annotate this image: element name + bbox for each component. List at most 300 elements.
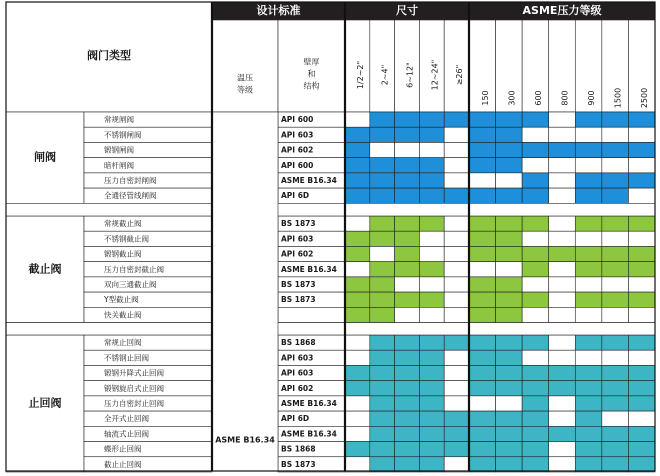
- empty-cell: [628, 188, 655, 203]
- filled-cell: [345, 231, 370, 246]
- filled-cell: [345, 246, 370, 261]
- group-label: 止回阀: [28, 396, 62, 410]
- filled-cell: [370, 411, 395, 426]
- filled-cell: [496, 188, 523, 203]
- empty-cell: [602, 127, 629, 142]
- filled-cell: [496, 307, 523, 322]
- filled-cell: [575, 442, 602, 457]
- filled-cell: [522, 173, 549, 188]
- filled-cell: [602, 216, 629, 231]
- filled-cell: [370, 396, 395, 411]
- empty-cell: [444, 292, 469, 307]
- empty-cell: [444, 262, 469, 277]
- filled-cell: [345, 173, 370, 188]
- empty-cell: [469, 262, 496, 277]
- empty-cell: [370, 246, 395, 261]
- filled-cell: [395, 411, 420, 426]
- valve-name: 锻钢闸阀: [104, 145, 134, 155]
- standard-value: BS 1873: [281, 459, 316, 469]
- filled-cell: [549, 381, 576, 396]
- valve-name: 截止止回阀: [104, 459, 142, 469]
- filled-cell: [575, 426, 602, 441]
- empty-cell: [628, 158, 655, 173]
- filled-cell: [602, 188, 629, 203]
- filled-cell: [345, 365, 370, 380]
- empty-cell: [628, 411, 655, 426]
- empty-cell: [549, 262, 576, 277]
- wall-structure-header-line3: 结构: [303, 81, 320, 91]
- filled-cell: [345, 307, 370, 322]
- empty-cell: [602, 277, 629, 292]
- pressure-col-header: 2500: [640, 87, 650, 109]
- valve-name: 压力自密封截止阀: [104, 264, 164, 274]
- filled-cell: [575, 365, 602, 380]
- filled-cell: [419, 442, 444, 457]
- filled-cell: [395, 246, 420, 261]
- empty-cell: [575, 277, 602, 292]
- filled-cell: [395, 381, 420, 396]
- filled-cell: [602, 365, 629, 380]
- empty-cell: [395, 307, 420, 322]
- empty-cell: [345, 350, 370, 365]
- empty-cell: [602, 350, 629, 365]
- filled-cell: [370, 457, 395, 472]
- standard-value: BS 1873: [281, 279, 316, 289]
- empty-cell: [444, 142, 469, 157]
- filled-cell: [469, 426, 496, 441]
- standard-value: BS 1868: [281, 444, 316, 454]
- filled-cell: [496, 457, 523, 472]
- filled-cell: [395, 262, 420, 277]
- empty-cell: [575, 350, 602, 365]
- empty-cell: [522, 277, 549, 292]
- valve-name: 快关截止阀: [104, 310, 142, 320]
- filled-cell: [522, 426, 549, 441]
- filled-cell: [469, 142, 496, 157]
- filled-cell: [345, 127, 370, 142]
- filled-cell: [522, 411, 549, 426]
- filled-cell: [370, 335, 395, 350]
- filled-cell: [522, 188, 549, 203]
- filled-cell: [575, 173, 602, 188]
- pressure-col-header: 800: [560, 90, 570, 106]
- filled-cell: [419, 426, 444, 441]
- standard-value: API 602: [281, 145, 314, 155]
- filled-cell: [419, 457, 444, 472]
- filled-cell: [575, 292, 602, 307]
- filled-cell: [628, 262, 655, 277]
- empty-cell: [444, 307, 469, 322]
- valve-name: 锻钢旋启式止回阀: [104, 383, 164, 393]
- filled-cell: [575, 142, 602, 157]
- filled-cell: [395, 158, 420, 173]
- filled-cell: [602, 246, 629, 261]
- filled-cell: [419, 158, 444, 173]
- valve-name: 常规止回阀: [104, 338, 142, 348]
- filled-cell: [549, 365, 576, 380]
- filled-cell: [370, 216, 395, 231]
- empty-cell: [549, 411, 576, 426]
- standard-cell: [278, 307, 345, 322]
- pressure-col-header: 900: [587, 90, 597, 106]
- empty-cell: [345, 335, 370, 350]
- pressure-col-header: 1500: [613, 87, 623, 109]
- filled-cell: [395, 231, 420, 246]
- standard-value: BS 1873: [281, 295, 316, 305]
- filled-cell: [628, 426, 655, 441]
- empty-cell: [419, 307, 444, 322]
- empty-cell: [575, 127, 602, 142]
- filled-cell: [469, 231, 496, 246]
- filled-cell: [395, 457, 420, 472]
- filled-cell: [496, 292, 523, 307]
- valve-name: 压力自密封止回阀: [104, 398, 164, 408]
- empty-cell: [628, 277, 655, 292]
- filled-cell: [395, 442, 420, 457]
- filled-cell: [370, 381, 395, 396]
- filled-cell: [395, 365, 420, 380]
- empty-cell: [345, 396, 370, 411]
- filled-cell: [522, 335, 549, 350]
- filled-cell: [628, 335, 655, 350]
- filled-cell: [575, 216, 602, 231]
- wall-structure-header-line1: 壁厚: [303, 57, 320, 67]
- filled-cell: [469, 335, 496, 350]
- filled-cell: [444, 411, 469, 426]
- filled-cell: [602, 262, 629, 277]
- empty-cell: [602, 411, 629, 426]
- filled-cell: [469, 307, 496, 322]
- empty-cell: [444, 173, 469, 188]
- pressure-col-header: 600: [533, 90, 543, 106]
- pressure-class-header: ASME压力等级: [522, 4, 602, 17]
- filled-cell: [345, 292, 370, 307]
- filled-cell: [469, 112, 496, 127]
- filled-cell: [370, 188, 395, 203]
- empty-cell: [575, 307, 602, 322]
- filled-cell: [575, 381, 602, 396]
- valve-name: 常规闸阀: [104, 115, 134, 125]
- filled-cell: [469, 442, 496, 457]
- filled-cell: [549, 246, 576, 261]
- empty-cell: [469, 396, 496, 411]
- empty-cell: [549, 292, 576, 307]
- filled-cell: [496, 426, 523, 441]
- filled-cell: [469, 158, 496, 173]
- filled-cell: [370, 350, 395, 365]
- filled-cell: [419, 262, 444, 277]
- filled-cell: [522, 246, 549, 261]
- empty-cell: [522, 231, 549, 246]
- filled-cell: [575, 396, 602, 411]
- filled-cell: [444, 426, 469, 441]
- filled-cell: [522, 442, 549, 457]
- filled-cell: [345, 188, 370, 203]
- filled-cell: [496, 142, 523, 157]
- filled-cell: [522, 216, 549, 231]
- filled-cell: [469, 188, 496, 203]
- empty-cell: [602, 231, 629, 246]
- wall-structure-header-line2: 和: [307, 69, 316, 79]
- filled-cell: [419, 381, 444, 396]
- filled-cell: [419, 396, 444, 411]
- filled-cell: [602, 396, 629, 411]
- empty-cell: [419, 231, 444, 246]
- size-header: 尺寸: [396, 4, 418, 17]
- empty-cell: [549, 335, 576, 350]
- filled-cell: [469, 350, 496, 365]
- standard-value: API 6D: [281, 191, 310, 201]
- filled-cell: [469, 216, 496, 231]
- empty-cell: [444, 231, 469, 246]
- filled-cell: [496, 246, 523, 261]
- filled-cell: [370, 426, 395, 441]
- empty-cell: [549, 231, 576, 246]
- empty-cell: [549, 216, 576, 231]
- filled-cell: [395, 112, 420, 127]
- filled-cell: [628, 173, 655, 188]
- filled-cell: [628, 457, 655, 472]
- filled-cell: [370, 277, 395, 292]
- filled-cell: [496, 365, 523, 380]
- filled-cell: [575, 262, 602, 277]
- filled-cell: [469, 277, 496, 292]
- filled-cell: [444, 335, 469, 350]
- empty-cell: [522, 127, 549, 142]
- valve-name: 轴流式止回阀: [104, 429, 149, 439]
- design-standard-header: 设计标准: [256, 4, 301, 17]
- filled-cell: [345, 158, 370, 173]
- size-col-header: 12~24": [430, 59, 440, 91]
- filled-cell: [628, 292, 655, 307]
- filled-cell: [395, 335, 420, 350]
- standard-value: ASME B16.34: [281, 175, 337, 185]
- filled-cell: [602, 112, 629, 127]
- filled-cell: [370, 112, 395, 127]
- filled-cell: [602, 381, 629, 396]
- standard-value: API 600: [281, 160, 314, 170]
- valve-name: 蝶形止回阀: [104, 444, 142, 454]
- filled-cell: [496, 231, 523, 246]
- filled-cell: [522, 365, 549, 380]
- empty-cell: [419, 277, 444, 292]
- filled-cell: [496, 350, 523, 365]
- empty-cell: [444, 350, 469, 365]
- filled-cell: [522, 457, 549, 472]
- empty-cell: [628, 350, 655, 365]
- filled-cell: [575, 457, 602, 472]
- filled-cell: [419, 411, 444, 426]
- empty-cell: [628, 231, 655, 246]
- filled-cell: [496, 411, 523, 426]
- empty-cell: [549, 396, 576, 411]
- empty-cell: [444, 246, 469, 261]
- valve-name: 常规截止阀: [104, 219, 142, 229]
- filled-cell: [522, 142, 549, 157]
- filled-cell: [575, 188, 602, 203]
- empty-cell: [549, 350, 576, 365]
- empty-cell: [444, 381, 469, 396]
- valve-name: Y型截止阀: [104, 295, 139, 305]
- filled-cell: [602, 426, 629, 441]
- filled-cell: [345, 442, 370, 457]
- filled-cell: [370, 442, 395, 457]
- empty-cell: [496, 262, 523, 277]
- spacer-band: [6, 323, 655, 335]
- empty-cell: [419, 246, 444, 261]
- filled-cell: [395, 188, 420, 203]
- filled-cell: [522, 262, 549, 277]
- empty-cell: [549, 127, 576, 142]
- filled-cell: [575, 112, 602, 127]
- filled-cell: [395, 127, 420, 142]
- filled-cell: [419, 292, 444, 307]
- empty-cell: [549, 158, 576, 173]
- filled-cell: [444, 442, 469, 457]
- filled-cell: [469, 411, 496, 426]
- filled-cell: [395, 426, 420, 441]
- empty-cell: [602, 307, 629, 322]
- temp-pressure-standard: ASME B16.34: [215, 435, 275, 445]
- empty-cell: [628, 307, 655, 322]
- standard-value: BS 1868: [281, 338, 316, 348]
- filled-cell: [395, 292, 420, 307]
- filled-cell: [628, 112, 655, 127]
- empty-cell: [444, 365, 469, 380]
- filled-cell: [370, 173, 395, 188]
- filled-cell: [496, 381, 523, 396]
- filled-cell: [602, 292, 629, 307]
- standard-value: API 603: [281, 368, 314, 378]
- filled-cell: [469, 457, 496, 472]
- filled-cell: [370, 127, 395, 142]
- empty-cell: [444, 277, 469, 292]
- filled-cell: [575, 411, 602, 426]
- standard-value: API 600: [281, 115, 314, 125]
- filled-cell: [522, 396, 549, 411]
- standard-value: ASME B16.34: [281, 398, 337, 408]
- valve-name: 锻钢升降式止回阀: [104, 368, 164, 378]
- empty-cell: [549, 188, 576, 203]
- filled-cell: [575, 246, 602, 261]
- empty-cell: [345, 411, 370, 426]
- filled-cell: [395, 173, 420, 188]
- standard-value: ASME B16.34: [281, 429, 337, 439]
- empty-cell: [522, 350, 549, 365]
- filled-cell: [575, 335, 602, 350]
- empty-cell: [549, 457, 576, 472]
- size-col-header: ≥26": [455, 64, 465, 86]
- standard-value: API 603: [281, 353, 314, 363]
- empty-cell: [549, 277, 576, 292]
- temp-pressure-header-cell: [212, 20, 278, 112]
- empty-cell: [370, 142, 395, 157]
- filled-cell: [522, 292, 549, 307]
- empty-cell: [444, 216, 469, 231]
- filled-cell: [469, 246, 496, 261]
- group-label: 截止阀: [28, 262, 62, 276]
- filled-cell: [345, 277, 370, 292]
- filled-cell: [496, 112, 523, 127]
- filled-cell: [628, 396, 655, 411]
- empty-cell: [345, 112, 370, 127]
- filled-cell: [419, 335, 444, 350]
- empty-cell: [444, 457, 469, 472]
- filled-cell: [444, 112, 469, 127]
- empty-cell: [345, 216, 370, 231]
- empty-cell: [444, 127, 469, 142]
- filled-cell: [496, 335, 523, 350]
- standard-value: API 602: [281, 383, 314, 393]
- valve-name: 双向三通截止阀: [104, 279, 157, 289]
- filled-cell: [444, 188, 469, 203]
- empty-cell: [628, 127, 655, 142]
- filled-cell: [628, 246, 655, 261]
- filled-cell: [628, 142, 655, 157]
- filled-cell: [469, 365, 496, 380]
- pressure-col-header: 300: [507, 90, 517, 106]
- empty-cell: [345, 262, 370, 277]
- filled-cell: [522, 112, 549, 127]
- empty-cell: [602, 158, 629, 173]
- filled-cell: [370, 307, 395, 322]
- filled-cell: [370, 365, 395, 380]
- filled-cell: [370, 158, 395, 173]
- temp-pressure-header-line2: 等级: [237, 85, 253, 95]
- valve-name: 全开式止回阀: [104, 414, 149, 424]
- filled-cell: [395, 396, 420, 411]
- filled-cell: [602, 442, 629, 457]
- temp-pressure-header-line1: 温压: [237, 73, 253, 83]
- valve-name: 暗杆闸阀: [104, 160, 134, 170]
- empty-cell: [444, 396, 469, 411]
- standard-value: API 6D: [281, 414, 310, 424]
- spacer-band: [6, 203, 655, 216]
- filled-cell: [370, 262, 395, 277]
- standard-value: API 603: [281, 130, 314, 140]
- filled-cell: [370, 231, 395, 246]
- filled-cell: [496, 158, 523, 173]
- filled-cell: [496, 216, 523, 231]
- empty-cell: [496, 173, 523, 188]
- filled-cell: [602, 457, 629, 472]
- filled-cell: [345, 381, 370, 396]
- valve-name: 不锈钢止回阀: [104, 353, 149, 363]
- filled-cell: [602, 173, 629, 188]
- empty-cell: [522, 158, 549, 173]
- filled-cell: [496, 442, 523, 457]
- filled-cell: [602, 335, 629, 350]
- size-col-header: 2~4": [380, 64, 390, 86]
- empty-cell: [522, 307, 549, 322]
- empty-cell: [395, 142, 420, 157]
- empty-cell: [575, 231, 602, 246]
- pressure-col-header: 150: [480, 90, 490, 106]
- valve-name: 全通径管线闸阀: [104, 191, 157, 201]
- filled-cell: [419, 216, 444, 231]
- empty-cell: [549, 307, 576, 322]
- filled-cell: [469, 381, 496, 396]
- filled-cell: [395, 216, 420, 231]
- filled-cell: [419, 127, 444, 142]
- standard-value: API 602: [281, 249, 314, 259]
- valve-type-header: 阀门类型: [87, 49, 131, 62]
- empty-cell: [549, 112, 576, 127]
- empty-cell: [395, 277, 420, 292]
- standard-value: API 603: [281, 234, 314, 244]
- filled-cell: [496, 127, 523, 142]
- valve-name: 锻钢截止阀: [104, 249, 142, 259]
